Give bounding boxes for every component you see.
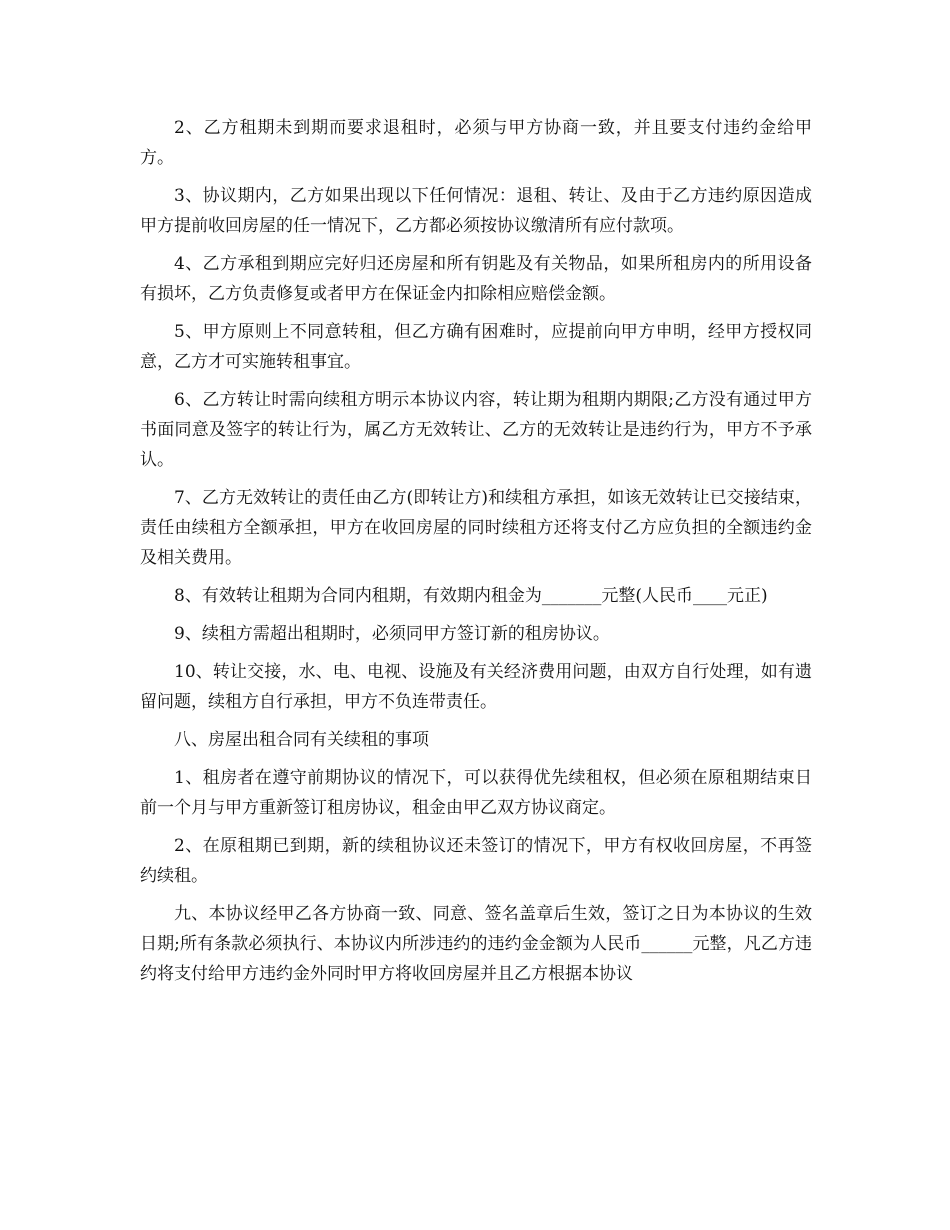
paragraph-clause-9: 9、续租方需超出租期时，必须同甲方签订新的租房协议。	[174, 624, 610, 644]
paragraph-clause-7: 7、乙方无效转让的责任由乙方(即转让方)和续租方承担，如该无效转让已交接结束，责任由续租方全额承担，甲方在收回房屋的同时续租方还将支付乙方应负担的全额违约金及相关费用。	[140, 488, 812, 568]
paragraph-section-nine: 九、本协议经甲乙各方协商一致、同意、签名盖章后生效，签订之日为本协议的生效日期;所有条款必须执行、本协议内所涉违约的违约金金额为人民币______元整，凡乙方违约将支付给甲方违约金外同时甲方将收回房屋并且乙方根据本协议	[140, 904, 812, 984]
paragraph-clause-4: 4、乙方承租到期应完好归还房屋和所有钥匙及有关物品，如果所租房内的所用设备有损坏，乙方负责修复或者甲方在保证金内扣除相应赔偿金额。	[140, 254, 812, 304]
section-heading-renewal: 八、房屋出租合同有关续租的事项	[174, 730, 429, 750]
paragraph-clause-10: 10、转让交接，水、电、电视、设施及有关经济费用问题，由双方自行处理，如有遗留问题，续租方自行承担，甲方不负连带责任。	[140, 662, 812, 712]
paragraph-clause-5: 5、甲方原则上不同意转租，但乙方确有困难时，应提前向甲方申明，经甲方授权同意，乙方才可实施转租事宜。	[140, 322, 812, 372]
paragraph-clause-8: 8、有效转让租期为合同内租期，有效期内租金为_______元整(人民币____元正)	[174, 586, 768, 606]
document-body	[140, 113, 812, 997]
paragraph-clause-6: 6、乙方转让时需向续租方明示本协议内容，转让期为租期内期限;乙方没有通过甲方书面同意及签字的转让行为，属乙方无效转让、乙方的无效转让是违约行为，甲方不予承认。	[140, 390, 812, 470]
paragraph-clause-3: 3、协议期内，乙方如果出现以下任何情况：退租、转让、及由于乙方违约原因造成甲方提前收回房屋的任一情况下，乙方都必须按协议缴清所有应付款项。	[140, 186, 812, 236]
paragraph-renewal-2: 2、在原租期已到期，新的续租协议还未签订的情况下，甲方有权收回房屋，不再签约续租。	[140, 836, 812, 886]
paragraph-clause-2: 2、乙方租期未到期而要求退租时，必须与甲方协商一致，并且要支付违约金给甲方。	[140, 118, 812, 168]
paragraph-renewal-1: 1、租房者在遵守前期协议的情况下，可以获得优先续租权，但必须在原租期结束日前一个月与甲方重新签订租房协议，租金由甲乙双方协议商定。	[140, 768, 812, 818]
